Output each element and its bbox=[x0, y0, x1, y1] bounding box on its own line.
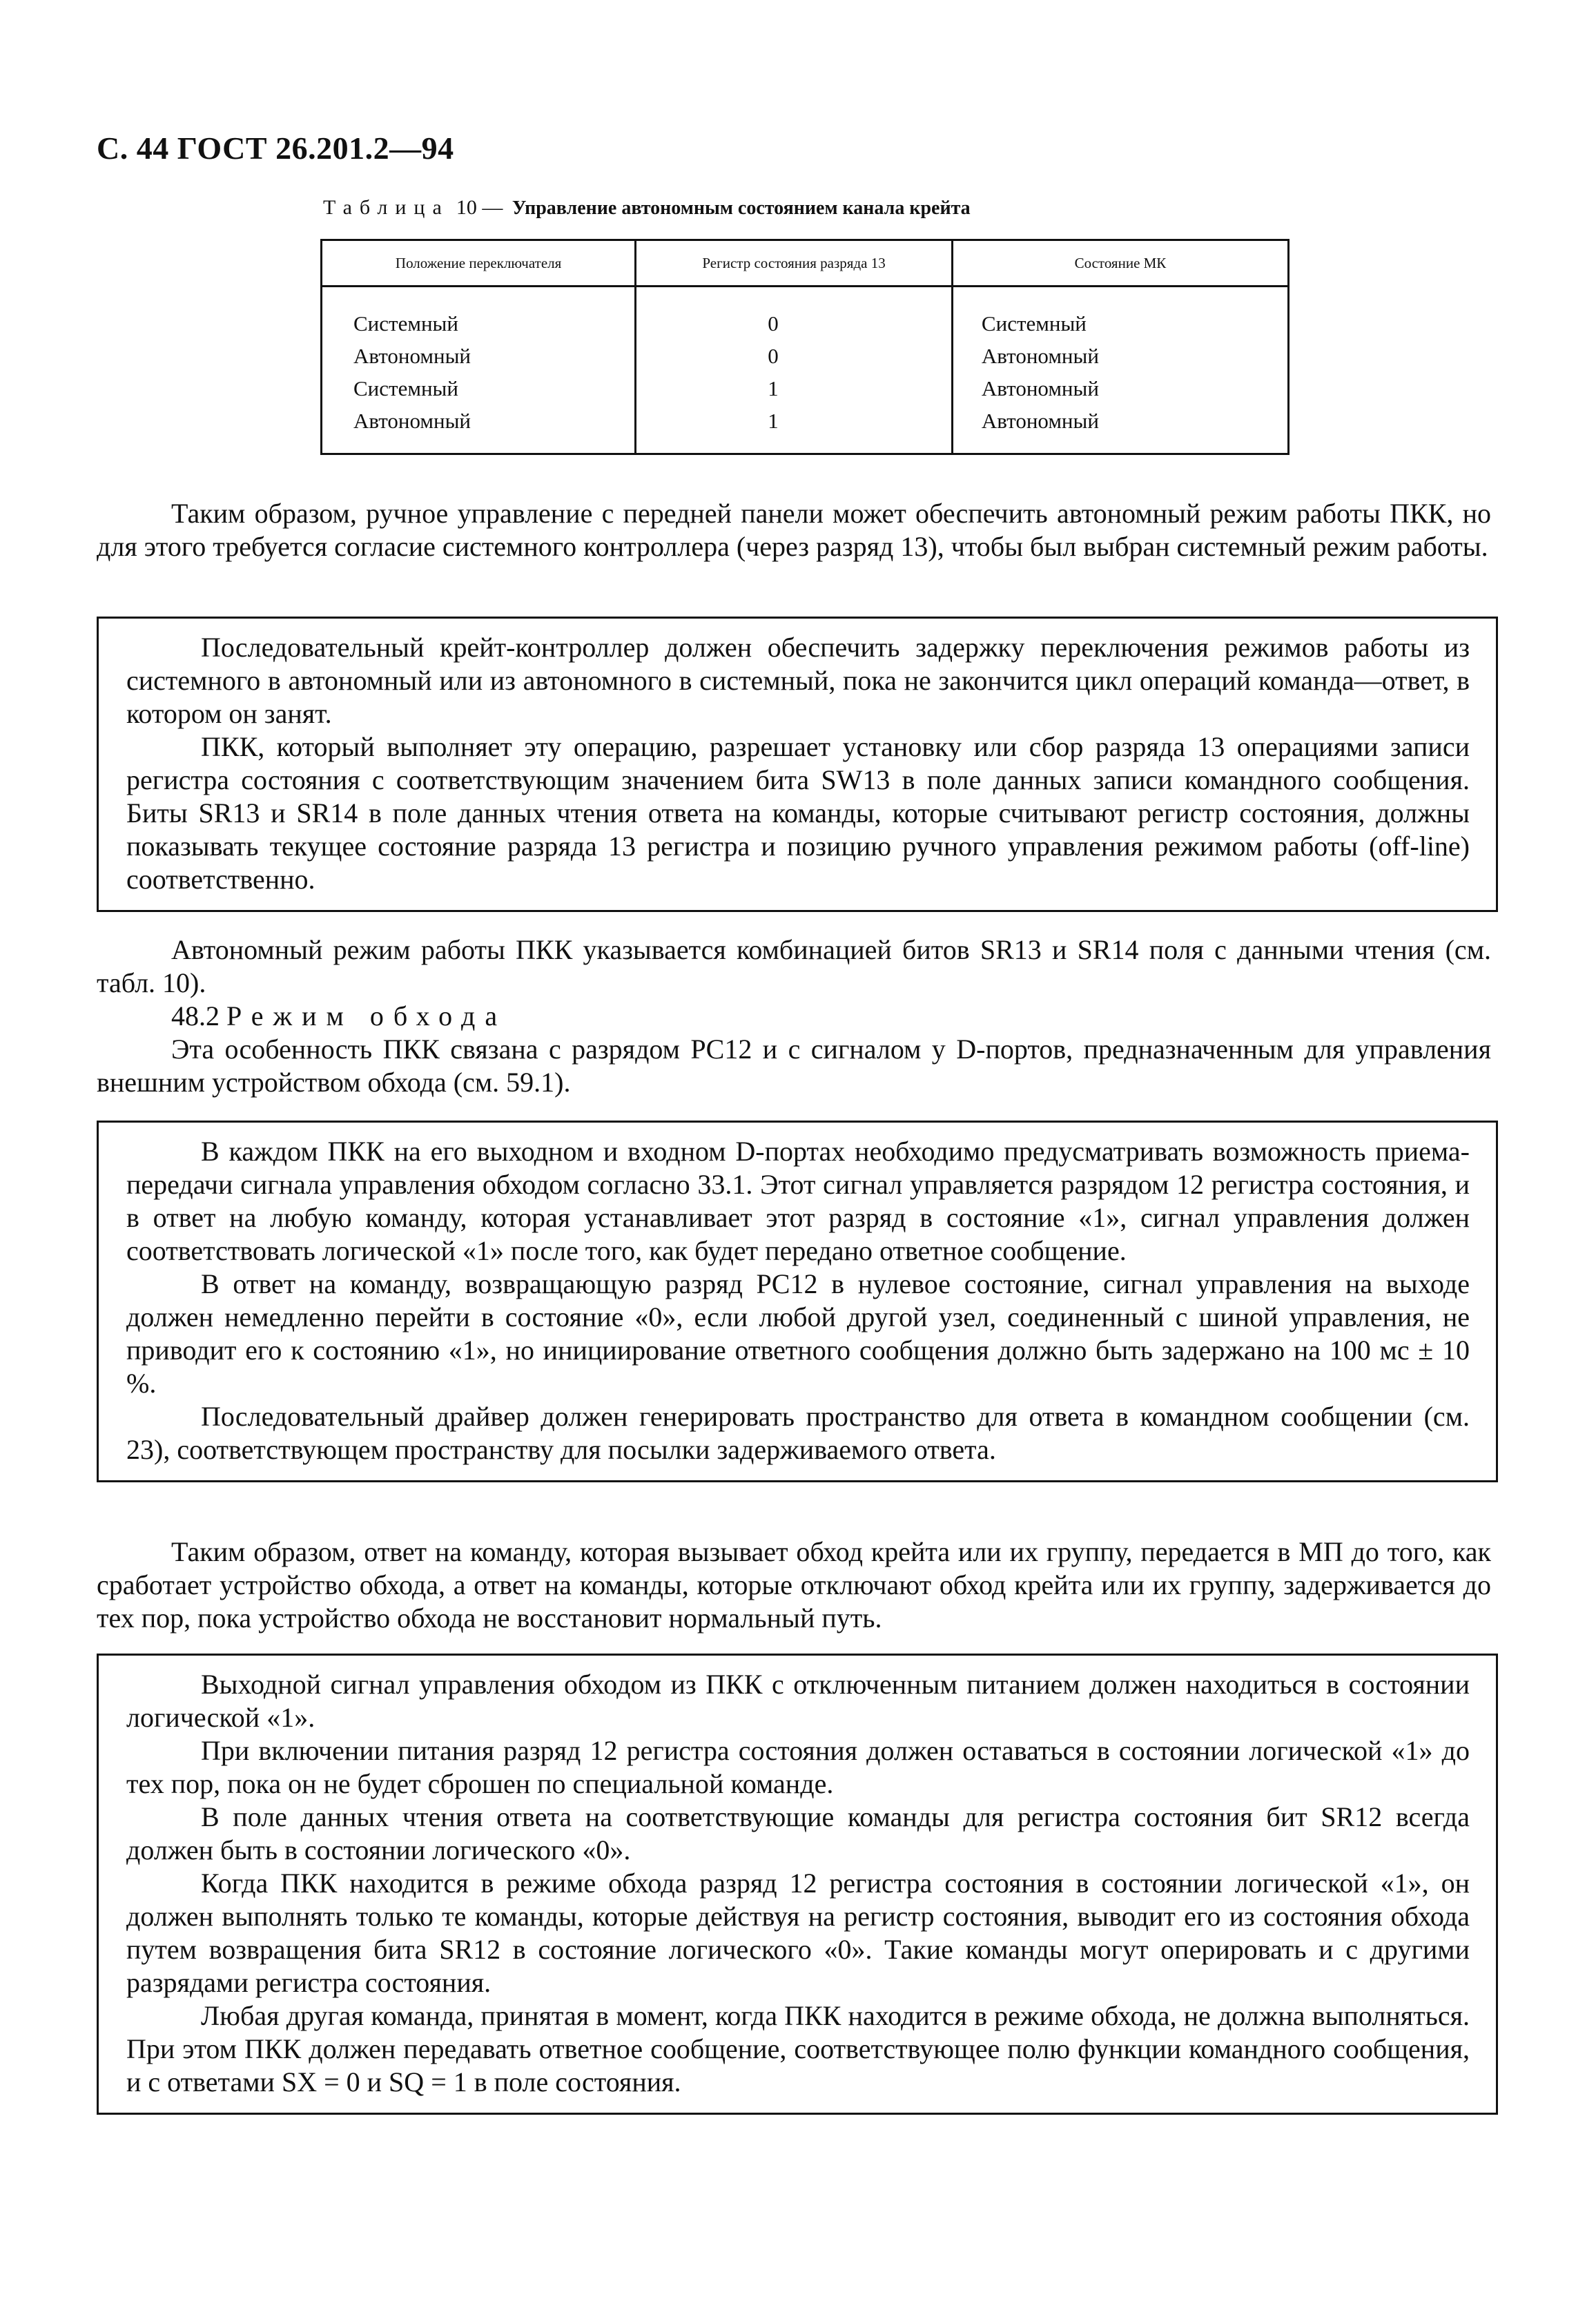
paragraph-manual-control bbox=[97, 497, 1491, 563]
paragraph-text: Автономный режим работы ПКК указывается комбинацией битов SR13 и SR14 поля с данными чтения (см. табл. 10). bbox=[97, 934, 1491, 998]
table-column-mk-state bbox=[952, 287, 1288, 454]
paragraph-bypass-response bbox=[97, 1535, 1491, 1635]
requirement-paragraph: Выходной сигнал управления обходом из ПКК с отключенным питанием должен находиться в состоянии логической «1». bbox=[126, 1669, 1470, 1733]
table-header-switch-position: Положение переключателя bbox=[322, 240, 636, 287]
table-cell: Автономный bbox=[981, 409, 1099, 433]
table-header-row bbox=[322, 240, 1289, 287]
paragraph-autonomous-mode bbox=[97, 933, 1491, 1099]
table-cell: Автономный bbox=[353, 344, 471, 368]
boxed-requirement-mode-switch bbox=[97, 617, 1498, 912]
table-caption-word: Таблица bbox=[323, 196, 449, 219]
requirement-paragraph: В каждом ПКК на его выходном и входном D-портах необходимо предусматривать возможность приема-передачи сигнала управления обходом согласно 33.1. Этот сигнал управляется разрядом 12 регистра состояния, и в ответ на любую команду, которая устанавливает этот разряд в состояние «1», сигнал управления должен соответствовать логической «1» после того, как будет передано ответное сообщение. bbox=[126, 1136, 1470, 1266]
table-cell: Автономный bbox=[981, 376, 1099, 400]
table-cell: Системный bbox=[353, 376, 458, 400]
table-caption-number: 10 — bbox=[456, 196, 503, 219]
requirement-paragraph: В ответ на команду, возвращающую разряд PC12 в нулевое состояние, сигнал управления на выходе должен немедленно перейти в состояние «0», если любой другой узел, соединенный с шиной управления, не приводит его к состоянию «1», но инициирование ответного сообщения должно быть задержано на 100 мс ± 10 %. bbox=[126, 1268, 1470, 1399]
requirement-paragraph: ПКК, который выполняет эту операцию, разрешает установку или сбор разряда 13 операциями записи регистра состояния с соответствующим значением бита SW13 в поле данных записи командного сообщения. Биты SR13 и SR14 в поле данных чтения ответа на команды, которые считывают регистр состояния, должны показывать текущее состояние разряда 13 регистра и позицию ручного управления режимом работы (off-line) соответственно. bbox=[126, 731, 1470, 895]
section-heading bbox=[97, 1000, 1491, 1033]
requirement-paragraph: Любая другая команда, принятая в момент, когда ПКК находится в режиме обхода, не должна выполняться. При этом ПКК должен передавать ответное сообщение, соответствующее полю функции командного сообщения, и с ответами SX = 0 и SQ = 1 в поле состояния. bbox=[126, 2000, 1470, 2097]
boxed-requirement-bypass-signal bbox=[97, 1121, 1498, 1482]
table-caption bbox=[323, 196, 971, 220]
section-title: Режим обхода bbox=[226, 1000, 507, 1031]
paragraph-text: Таким образом, ответ на команду, которая вызывает обход крейта или их группу, передается в МП до того, как сработает устройство обхода, а ответ на команды, которые отключают обход крейта или их группу, задерживается до тех пор, пока устройство обхода не восстановит нормальный путь. bbox=[97, 1536, 1491, 1634]
page-header: С. 44 ГОСТ 26.201.2—94 bbox=[97, 130, 454, 166]
requirement-paragraph: Последовательный крейт-контроллер должен обеспечить задержку переключения режимов работы из системного в автономный или из автономного в системный, пока не закончится цикл операций команда—ответ, в котором он занят. bbox=[126, 632, 1470, 729]
table-cell: Автономный bbox=[981, 344, 1099, 368]
table-caption-title: Управление автономным состоянием канала крейта bbox=[512, 197, 971, 219]
table-cell: 1 bbox=[768, 376, 779, 400]
table-column-register-bit13 bbox=[636, 287, 953, 454]
table-header-mk-state: Состояние МК bbox=[952, 240, 1288, 287]
table-cell: 0 bbox=[768, 344, 779, 368]
table-autonomous-state bbox=[320, 239, 1290, 455]
requirement-paragraph: При включении питания разряд 12 регистра состояния должен оставаться в состоянии логической «1» до тех пор, пока он не будет сброшен по специальной команде. bbox=[126, 1735, 1470, 1799]
table-header-register-bit13: Регистр состояния разряда 13 bbox=[636, 240, 953, 287]
paragraph-text: Эта особенность ПКК связана с разрядом PC12 и с сигналом у D-портов, предназначенным для управления внешним устройством обхода (см. 59.1). bbox=[97, 1034, 1491, 1098]
table-body bbox=[322, 287, 1289, 454]
table-column-switch-position bbox=[322, 287, 636, 454]
paragraph-text: Таким образом, ручное управление с передней панели может обеспечить автономный режим работы ПКК, но для этого требуется согласие системного контроллера (через разряд 13), чтобы был выбран системный режим работы. bbox=[97, 498, 1491, 562]
table-cell: Системный bbox=[981, 311, 1087, 336]
table-cell: Системный bbox=[353, 311, 458, 336]
table-cell: 0 bbox=[768, 311, 779, 336]
table-cell: Автономный bbox=[353, 409, 471, 433]
requirement-paragraph: В поле данных чтения ответа на соответствующие команды для регистра состояния бит SR12 всегда должен быть в состоянии логического «0». bbox=[126, 1801, 1470, 1865]
requirement-paragraph: Последовательный драйвер должен генерировать пространство для ответа в командном сообщении (см. 23), соответствующем пространству для посылки задерживаемого ответа. bbox=[126, 1401, 1470, 1465]
requirement-paragraph: Когда ПКК находится в режиме обхода разряд 12 регистра состояния в состоянии логической «1», он должен выполнять только те команды, которые действуя на регистр состояния, выводит его из состояния обхода путем возвращения бита SR12 в состояние логического «0». Такие команды могут оперировать и с другими разрядами регистра состояния. bbox=[126, 1868, 1470, 1998]
boxed-requirement-bypass-state bbox=[97, 1654, 1498, 2115]
section-number: 48.2 bbox=[171, 1000, 220, 1031]
table-cell: 1 bbox=[768, 409, 779, 433]
